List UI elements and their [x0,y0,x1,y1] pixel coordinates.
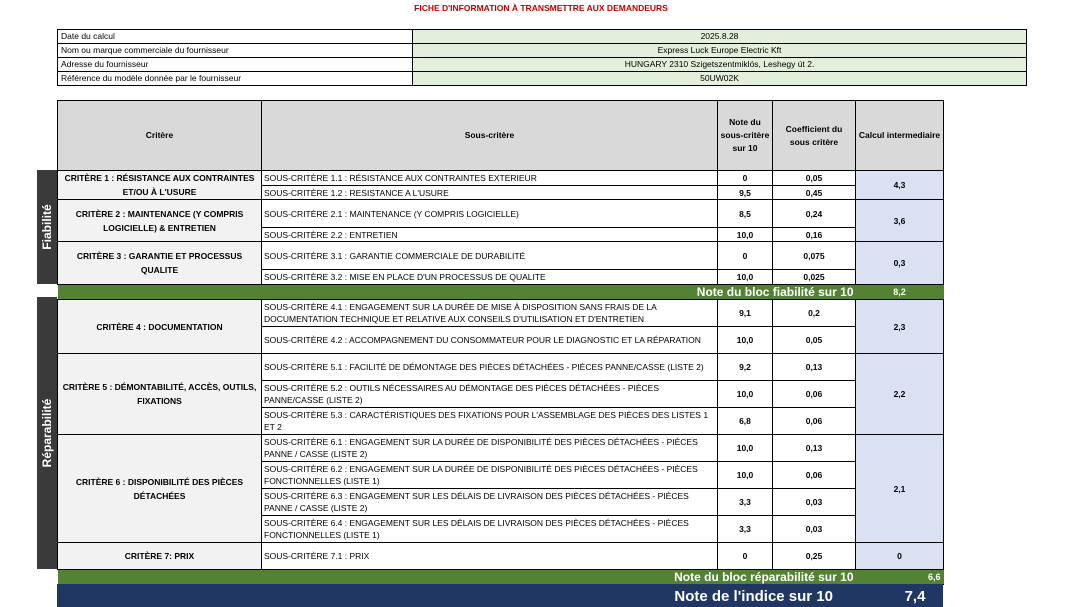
criterion-calc: 0 [856,543,944,570]
criterion-calc: 2,2 [856,354,944,435]
header-note: Note du sous-critère sur 10 [718,101,773,171]
subcriterion-label: SOUS-CRITÈRE 5.2 : OUTILS NÉCESSAIRES AU DÉMONTAGE DES PIÈCES DÉTACHÉES - PIÈCES PANNE/CASSE (LISTE 2) [262,381,718,408]
subcriterion-coef: 0,06 [773,462,856,489]
info-row [58,72,1027,86]
info-row [58,44,1027,58]
header-coef: Coefficient du sous critère [773,101,856,171]
subcriterion-label: SOUS-CRITÈRE 5.1 : FACILITÉ DE DÉMONTAGE DES PIÈCES DÉTACHÉES - PIÈCES PANNE/CASSE (LISTE 2) [262,354,718,381]
info-label: Date du calcul [58,30,413,44]
subcriterion-coef: 0,16 [773,228,856,242]
subcriterion-note: 9,5 [718,186,773,200]
subcriterion-note: 6,8 [718,408,773,435]
subcriterion-coef: 0,45 [773,186,856,200]
subcriterion-coef: 0,06 [773,408,856,435]
criterion-name: CRITÈRE 3 : GARANTIE ET PROCESSUS QUALITE [58,242,262,285]
bloc-fiabilite-value: 8,2 [856,285,944,300]
subcriterion-coef: 0,03 [773,516,856,543]
subcriterion-coef: 0,05 [773,327,856,354]
subcriterion-coef: 0,25 [773,543,856,570]
subcriterion-label: SOUS-CRITÈRE 7.1 : PRIX [262,543,718,570]
subcriterion-coef: 0,13 [773,354,856,381]
subcriterion-coef: 0,03 [773,489,856,516]
subcriterion-coef: 0,05 [773,171,856,186]
header-critere: Critère [58,101,262,171]
supplier-info-table [57,29,1027,86]
bloc-fiabilite-label: Note du bloc fiabilité sur 10 [58,285,856,300]
subcriterion-note: 10,0 [718,381,773,408]
subcriterion-label: SOUS-CRITÈRE 6.3 : ENGAGEMENT SUR LES DÉLAIS DE LIVRAISON DES PIÈCES DÉTACHÉES - PIÈCES PANNE / CASSE (LISTE 2) [262,489,718,516]
subcriterion-coef: 0,13 [773,435,856,462]
info-value: Express Luck Europe Electric Kft [413,44,1027,58]
info-row [58,30,1027,44]
subcriterion-label: SOUS-CRITÈRE 2.1 : MAINTENANCE (Y COMPRIS LOGICIELLE) [262,200,718,228]
table-row [58,200,944,228]
score-table [57,100,944,585]
subcriterion-note: 0 [718,242,773,270]
subcriterion-coef: 0,2 [773,300,856,327]
criterion-calc: 2,1 [856,435,944,543]
criterion-name: CRITÈRE 4 : DOCUMENTATION [58,300,262,354]
table-row [58,354,944,381]
subcriterion-note: 10,0 [718,435,773,462]
subcriterion-note: 10,0 [718,327,773,354]
bloc-reparabilite-value: 6,6 [856,570,944,585]
criterion-name: CRITÈRE 7: PRIX [58,543,262,570]
criterion-name: CRITÈRE 2 : MAINTENANCE (Y COMPRIS LOGICIELLE) & ENTRETIEN [58,200,262,242]
table-row [58,543,944,570]
info-value: 50UW02K [413,72,1027,86]
criterion-name: CRITÈRE 5 : DÉMONTABILITÉ, ACCÈS, OUTILS, FIXATIONS [58,354,262,435]
block-label-reparabilite: Réparabilité [37,297,57,569]
subcriterion-coef: 0,075 [773,242,856,270]
subcriterion-label: SOUS-CRITÈRE 1.2 : RESISTANCE A L'USURE [262,186,718,200]
subcriterion-note: 9,1 [718,300,773,327]
page-title: FICHE D'INFORMATION À TRANSMETTRE AUX DEMANDEURS [414,3,668,13]
subcriterion-label: SOUS-CRITÈRE 2.2 : ENTRETIEN [262,228,718,242]
header-calc: Calcul intermediaire [856,101,944,171]
subcriterion-label: SOUS-CRITÈRE 3.2 : MISE EN PLACE D'UN PROCESSUS DE QUALITE [262,270,718,285]
info-value: HUNGARY 2310 Szigetszentmiklós, Leshegy út 2. [413,58,1027,72]
subcriterion-note: 10,0 [718,270,773,285]
bloc-reparabilite-row [58,570,944,585]
bloc-fiabilite-row [58,285,944,300]
block-label-fiabilite: Fiabilité [37,170,57,284]
header-row [58,101,944,171]
criterion-name: CRITÈRE 6 : DISPONIBILITÉ DES PIÈCES DÉTACHÉES [58,435,262,543]
subcriterion-note: 10,0 [718,462,773,489]
subcriterion-label: SOUS-CRITÈRE 6.2 : ENGAGEMENT SUR LA DURÉE DE DISPONIBILITÉ DES PIÈCES DÉTACHÉES - PIÈCES FONCTIONNELLES (LISTE 1) [262,462,718,489]
subcriterion-note: 8,5 [718,200,773,228]
criterion-calc: 4,3 [856,171,944,200]
criterion-calc: 2,3 [856,300,944,354]
info-row [58,58,1027,72]
subcriterion-coef: 0,025 [773,270,856,285]
final-score-label: Note de l'indice sur 10 [674,588,833,605]
bloc-reparabilite-label: Note du bloc réparabilité sur 10 [58,570,856,585]
subcriterion-label: SOUS-CRITÈRE 6.4 : ENGAGEMENT SUR LES DÉLAIS DE LIVRAISON DES PIÈCES DÉTACHÉES - PIÈCES FONCTIONNELLES (LISTE 1) [262,516,718,543]
criterion-calc: 3,6 [856,200,944,242]
subcriterion-label: SOUS-CRITÈRE 3.1 : GARANTIE COMMERCIALE DE DURABILITÉ [262,242,718,270]
info-label: Référence du modèle donnée par le fournisseur [58,72,413,86]
header-sous-critere: Sous-critère [262,101,718,171]
subcriterion-note: 9,2 [718,354,773,381]
table-row [58,300,944,327]
subcriterion-note: 3,3 [718,489,773,516]
info-label: Adresse du fournisseur [58,58,413,72]
subcriterion-label: SOUS-CRITÈRE 5.3 : CARACTÉRISTIQUES DES FIXATIONS POUR L'ASSEMBLAGE DES PIÈCES DES LISTES 1 ET 2 [262,408,718,435]
table-row [58,435,944,462]
subcriterion-note: 0 [718,543,773,570]
subcriterion-label: SOUS-CRITÈRE 6.1 : ENGAGEMENT SUR LA DURÉE DE DISPONIBILITÉ DES PIÈCES DÉTACHÉES - PIÈCES PANNE / CASSE (LISTE 2) [262,435,718,462]
table-row [58,171,944,186]
table-row [58,242,944,270]
subcriterion-note: 0 [718,171,773,186]
final-score-bar [57,584,943,607]
subcriterion-note: 10,0 [718,228,773,242]
criterion-calc: 0,3 [856,242,944,285]
subcriterion-label: SOUS-CRITÈRE 1.1 : RÉSISTANCE AUX CONTRAINTES EXTERIEUR [262,171,718,186]
subcriterion-coef: 0,24 [773,200,856,228]
info-label: Nom ou marque commerciale du fournisseur [58,44,413,58]
subcriterion-label: SOUS-CRITÈRE 4.1 : ENGAGEMENT SUR LA DURÉE DE MISE À DISPOSITION SANS FRAIS DE LA DOCUMENTATION TECHNIQUE ET RELATIVE AUX CONSEILS D'UTILISATION ET D'ENTRETIEN [262,300,718,327]
subcriterion-label: SOUS-CRITÈRE 4.2 : ACCOMPAGNEMENT DU CONSOMMATEUR POUR LE DIAGNOSTIC ET LA RÉPARATION [262,327,718,354]
final-score-value: 7,4 [904,588,926,605]
info-value: 2025.8.28 [413,30,1027,44]
subcriterion-note: 3,3 [718,516,773,543]
criterion-name: CRITÈRE 1 : RÉSISTANCE AUX CONTRAINTES ET/OU À L'USURE [58,171,262,200]
subcriterion-coef: 0,06 [773,381,856,408]
